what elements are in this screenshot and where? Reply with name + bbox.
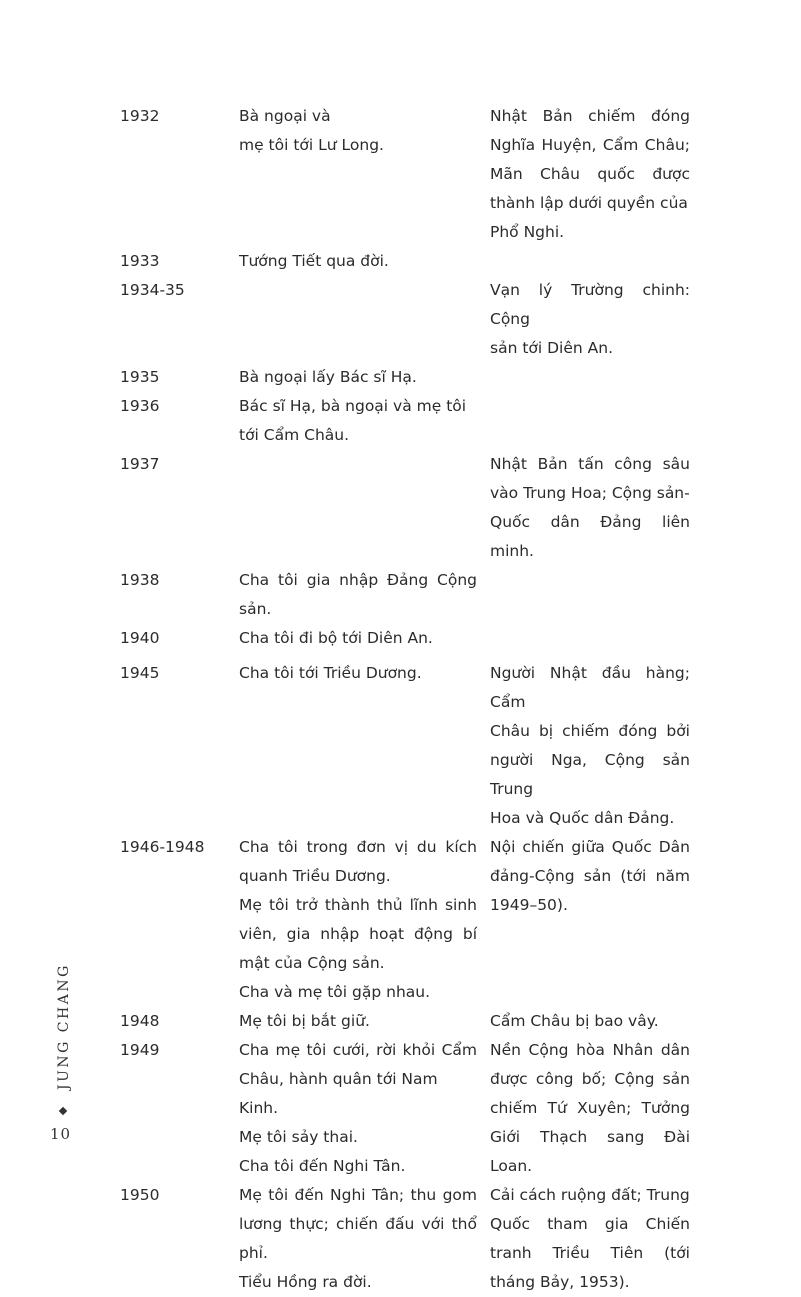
historical-event-line: Nghĩa Huyện, Cẩm Châu; (490, 136, 690, 154)
personal-event-cell (239, 659, 477, 833)
year-cell: 1935 (120, 368, 160, 386)
historical-event-line: Cải cách ruộng đất; Trung (490, 1186, 690, 1204)
personal-event-line: Kinh. (239, 1099, 279, 1117)
year-cell: 1950 (120, 1186, 160, 1204)
historical-event-line: chiếm Tứ Xuyên; Tưởng (490, 1099, 690, 1117)
historical-event-cell (490, 392, 690, 450)
historical-event-line: Mãn Châu quốc được (490, 165, 690, 183)
timeline-row (120, 1007, 690, 1036)
year-cell: 1940 (120, 629, 160, 647)
historical-event-line: Cẩm Châu bị bao vây. (490, 1012, 659, 1030)
personal-event-line: Bà ngoại lấy Bác sĩ Hạ. (239, 368, 417, 386)
personal-event-line: Tướng Tiết qua đời. (239, 252, 389, 270)
author-name: JUNG CHANG (56, 963, 72, 1090)
historical-event-cell (490, 363, 690, 392)
historical-event-cell (490, 276, 690, 363)
historical-event-line: Người Nhật đầu hàng; Cẩm (490, 664, 690, 711)
timeline-row (120, 363, 690, 392)
personal-event-line: Cha và mẹ tôi gặp nhau. (239, 983, 431, 1001)
historical-event-line: 1949–50). (490, 896, 568, 914)
personal-event-line: Châu, hành quân tới Nam (239, 1070, 438, 1088)
personal-event-line: Bà ngoại và (239, 107, 331, 125)
historical-event-line: Nội chiến giữa Quốc Dân (490, 838, 690, 856)
historical-event-line: Giới Thạch sang Đài Loan. (490, 1128, 690, 1175)
historical-event-cell (490, 450, 690, 566)
personal-event-line: Mẹ tôi bị bắt giữ. (239, 1012, 370, 1030)
historical-event-line: Châu bị chiếm đóng bởi (490, 722, 690, 740)
personal-event-cell (239, 450, 477, 566)
historical-event-line: vào Trung Hoa; Cộng sản- (490, 484, 690, 502)
personal-event-line: Cha mẹ tôi cưới, rời khỏi Cẩm (239, 1041, 477, 1059)
timeline-row (120, 102, 690, 247)
timeline-row (120, 276, 690, 363)
timeline-row (120, 566, 690, 624)
personal-event-line: Cha tôi đến Nghi Tân. (239, 1157, 406, 1175)
year-cell: 1932 (120, 107, 160, 125)
diamond-icon (59, 1107, 67, 1115)
historical-event-line: sản tới Diên An. (490, 339, 614, 357)
historical-event-line: được công bố; Cộng sản (490, 1070, 690, 1088)
historical-event-cell (490, 1036, 690, 1181)
personal-event-line: Cha tôi trong đơn vị du kích (239, 838, 477, 856)
historical-event-cell (490, 624, 690, 653)
personal-event-line: Cha tôi gia nhập Đảng Cộng sản. (239, 571, 477, 618)
personal-event-cell (239, 363, 477, 392)
historical-event-line: Quốc tham gia Chiến (490, 1215, 690, 1233)
year-cell: 1938 (120, 571, 160, 589)
year-cell: 1933 (120, 252, 160, 270)
historical-event-cell (490, 247, 690, 276)
personal-event-cell (239, 566, 477, 624)
historical-event-line: đảng-Cộng sản (tới năm (490, 867, 690, 885)
year-cell: 1945 (120, 664, 160, 682)
historical-event-line: thành lập dưới quyền của (490, 194, 688, 212)
year-cell: 1934-35 (120, 281, 185, 299)
page-number: 10 (50, 1125, 72, 1143)
personal-event-cell (239, 624, 477, 653)
year-cell: 1949 (120, 1041, 160, 1059)
personal-event-line: Bác sĩ Hạ, bà ngoại và mẹ tôi (239, 397, 467, 415)
personal-event-cell (239, 833, 477, 1007)
historical-event-line: Nhật Bản chiếm đóng (490, 107, 690, 125)
personal-event-cell (239, 1007, 477, 1036)
personal-event-cell (239, 392, 477, 450)
personal-event-line: Mẹ tôi sảy thai. (239, 1128, 358, 1146)
historical-event-cell (490, 1007, 690, 1036)
historical-event-line: Nền Cộng hòa Nhân dân (490, 1041, 690, 1059)
historical-event-cell (490, 566, 690, 624)
historical-event-line: tranh Triều Tiên (tới (490, 1244, 690, 1262)
year-cell: 1936 (120, 397, 160, 415)
chronology-table (120, 102, 690, 1297)
historical-event-line: Phổ Nghi. (490, 223, 565, 241)
historical-event-cell (490, 1181, 690, 1297)
personal-event-line: Mẹ tôi đến Nghi Tân; thu gom (239, 1186, 477, 1204)
personal-event-line: tới Cẩm Châu. (239, 426, 350, 444)
personal-event-cell (239, 102, 477, 247)
personal-event-line: Mẹ tôi trở thành thủ lĩnh sinh (239, 896, 477, 914)
year-cell: 1937 (120, 455, 160, 473)
historical-event-line: Quốc dân Đảng liên minh. (490, 513, 690, 560)
historical-event-line: người Nga, Cộng sản Trung (490, 751, 690, 798)
historical-event-cell (490, 659, 690, 833)
timeline-row (120, 1036, 690, 1181)
personal-event-line: lương thực; chiến đấu với thổ (239, 1215, 477, 1233)
historical-event-line: Vạn lý Trường chinh: Cộng (490, 281, 690, 328)
personal-event-line: mật của Cộng sản. (239, 954, 385, 972)
personal-event-line: Tiểu Hồng ra đời. (239, 1273, 372, 1291)
personal-event-line: Cha tôi đi bộ tới Diên An. (239, 629, 433, 647)
historical-event-line: Nhật Bản tấn công sâu (490, 455, 690, 473)
historical-event-cell (490, 833, 690, 1007)
personal-event-cell (239, 1181, 477, 1297)
personal-event-line: mẹ tôi tới Lư Long. (239, 136, 384, 154)
historical-event-line: Hoa và Quốc dân Đảng. (490, 809, 675, 827)
timeline-row (120, 450, 690, 566)
personal-event-cell (239, 1036, 477, 1181)
timeline-row (120, 1181, 690, 1297)
timeline-row (120, 247, 690, 276)
timeline-row (120, 624, 690, 653)
personal-event-line: viên, gia nhập hoạt động bí (239, 925, 477, 943)
personal-event-line: quanh Triều Dương. (239, 867, 391, 885)
personal-event-cell (239, 276, 477, 363)
year-cell: 1946-1948 (120, 838, 205, 856)
timeline-row (120, 392, 690, 450)
timeline-row (120, 659, 690, 833)
personal-event-cell (239, 247, 477, 276)
year-cell: 1948 (120, 1012, 160, 1030)
historical-event-line: tháng Bảy, 1953). (490, 1273, 630, 1291)
page-footer-sidebar (48, 965, 78, 1165)
historical-event-cell (490, 102, 690, 247)
personal-event-line: phỉ. (239, 1244, 268, 1262)
timeline-row (120, 833, 690, 1007)
personal-event-line: Cha tôi tới Triều Dương. (239, 664, 422, 682)
